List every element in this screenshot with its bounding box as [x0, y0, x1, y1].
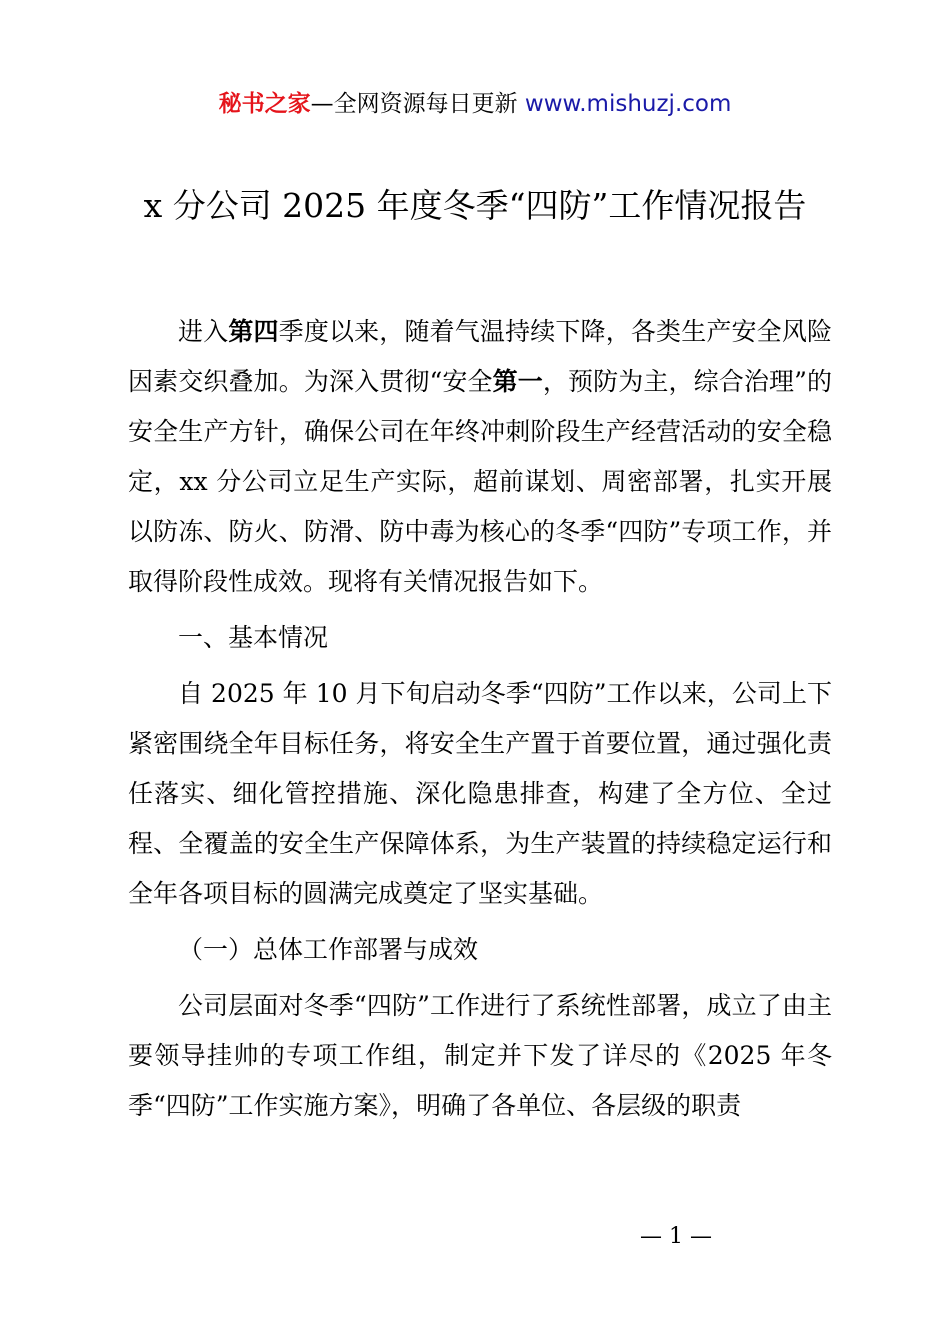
- section-paragraph-basic-situation: 自 2025 年 10 月下旬启动冬季“四防”工作以来，公司上下紧密围绕全年目标任务，将安全生产置于首要位置，通过强化责任落实、细化管控措施、深化隐患排查，构建了全方位、全过程、全覆盖的安全生产保障体系，为生产装置的持续稳定运行和全年各项目标的圆满完成奠定了坚实基础。: [128, 679, 832, 908]
- intro-bold-1: 第四: [228, 317, 279, 346]
- site-header: [0, 88, 950, 120]
- subsection-paragraph-overall-deployment: 公司层面对冬季“四防”工作进行了系统性部署，成立了由主要领导挂帅的专项工作组，制定并下发了详尽的《2025 年冬季“四防”工作实施方案》，明确了各单位、各层级的职责: [128, 991, 832, 1120]
- intro-paragraph: [128, 307, 832, 607]
- subsection-heading-overall-deployment: （一）总体工作部署与成效: [178, 935, 479, 964]
- page-number: — 1 —: [640, 1224, 712, 1249]
- section-heading-basic-situation: 一、基本情况: [178, 623, 329, 652]
- intro-text-3: ，预防为主，综合治理”的安全生产方针，确保公司在年终冲刺阶段生产经营活动的安全稳定，xx 分公司立足生产实际，超前谋划、周密部署，扎实开展以防冻、防火、防滑、防中毒为核心的冬季“四防”专项工作，并取得阶段性成效。现将有关情况报告如下。: [128, 367, 832, 596]
- document-title: x 分公司 2025 年度冬季“四防”工作情况报告: [143, 186, 807, 225]
- site-url-link[interactable]: www.mishuzj.com: [524, 91, 732, 117]
- intro-text-2: 季度以来，随着气温持续下降，各类生产安全风险因素交织叠加。为深入贯彻“安全: [128, 317, 832, 396]
- intro-text-1: 进入: [178, 317, 229, 346]
- site-tagline: —全网资源每日更新: [310, 91, 525, 117]
- intro-bold-2: 第一: [492, 367, 543, 396]
- document-body: [128, 307, 832, 1131]
- site-brand: 秘书之家: [218, 91, 311, 117]
